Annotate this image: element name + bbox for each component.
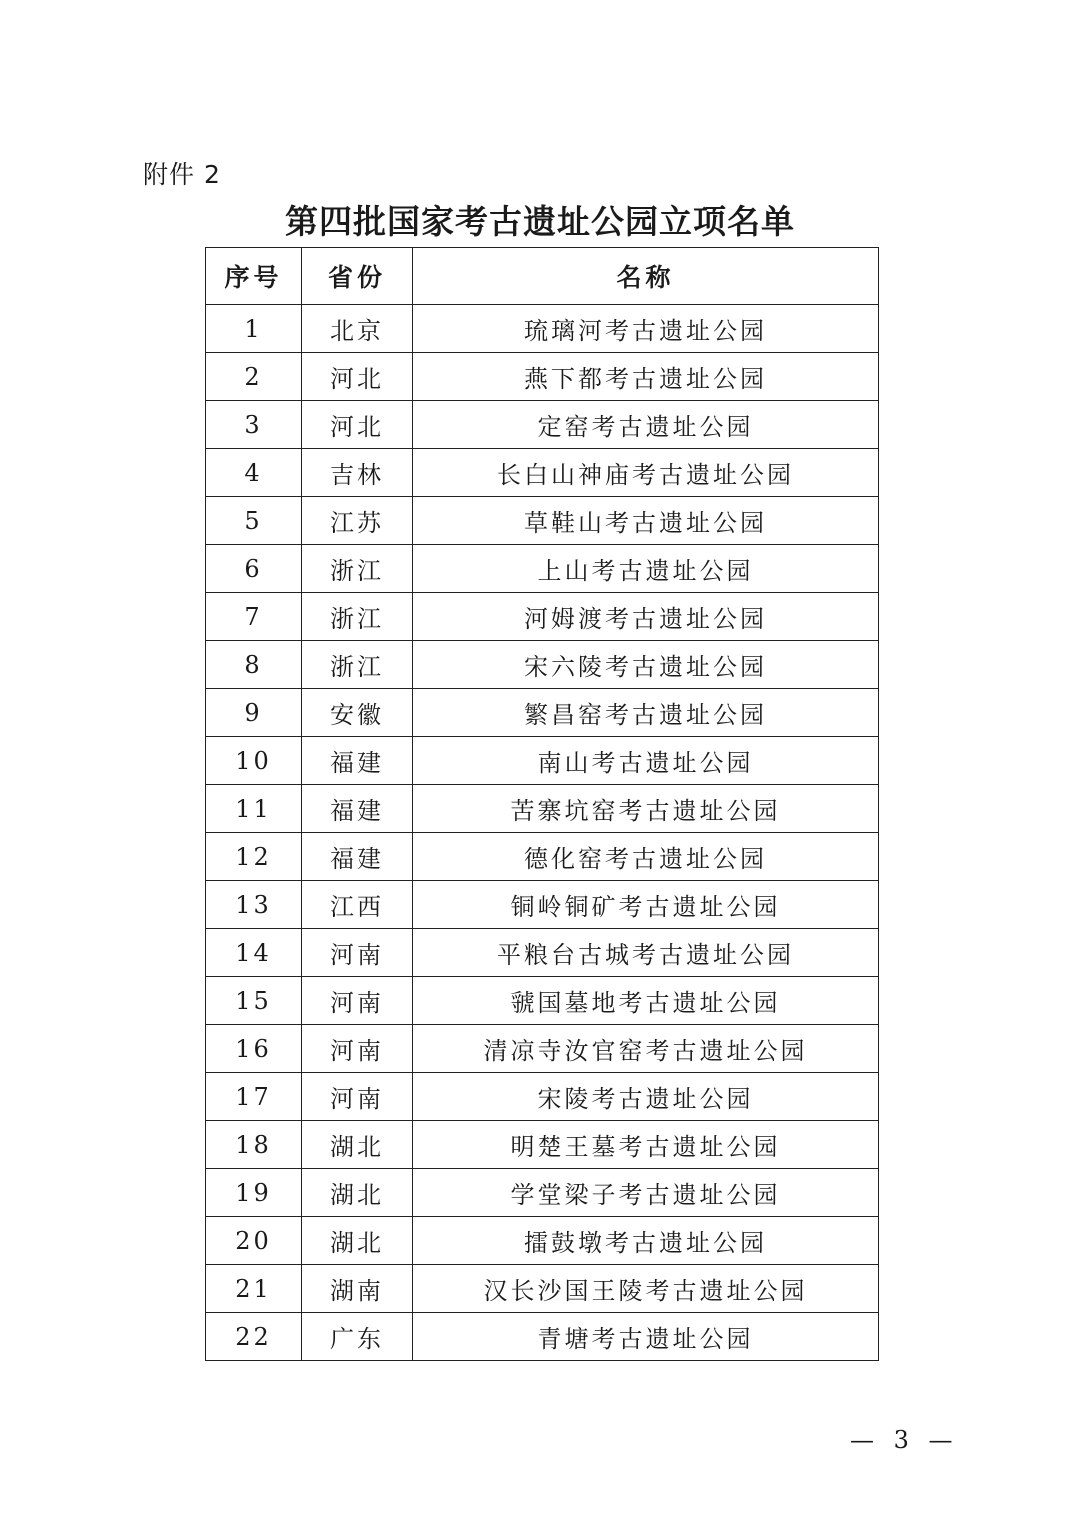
table-row: [206, 1217, 879, 1265]
cell-no: 14: [206, 929, 302, 977]
cell-no: 6: [206, 545, 302, 593]
cell-no: 20: [206, 1217, 302, 1265]
cell-name: 繁昌窑考古遗址公园: [413, 689, 879, 737]
cell-province: 浙江: [302, 545, 413, 593]
cell-province: 湖北: [302, 1217, 413, 1265]
cell-province: 福建: [302, 785, 413, 833]
cell-no: 22: [206, 1313, 302, 1361]
cell-province: 江西: [302, 881, 413, 929]
table-row: [206, 1121, 879, 1169]
cell-name: 铜岭铜矿考古遗址公园: [413, 881, 879, 929]
document-title: 第四批国家考古遗址公园立项名单: [285, 202, 795, 241]
column-header-no: 序号: [206, 248, 302, 305]
cell-province: 广东: [302, 1313, 413, 1361]
cell-no: 19: [206, 1169, 302, 1217]
cell-name: 擂鼓墩考古遗址公园: [413, 1217, 879, 1265]
cell-no: 10: [206, 737, 302, 785]
cell-province: 湖北: [302, 1169, 413, 1217]
cell-no: 1: [206, 305, 302, 353]
cell-name: 清凉寺汝官窑考古遗址公园: [413, 1025, 879, 1073]
cell-province: 河北: [302, 401, 413, 449]
table-row: [206, 593, 879, 641]
table-row: [206, 305, 879, 353]
table-row: [206, 545, 879, 593]
table-row: [206, 737, 879, 785]
column-header-province: 省份: [302, 248, 413, 305]
cell-name: 琉璃河考古遗址公园: [413, 305, 879, 353]
cell-province: 河南: [302, 977, 413, 1025]
cell-name: 南山考古遗址公园: [413, 737, 879, 785]
table-row: [206, 1265, 879, 1313]
cell-province: 吉林: [302, 449, 413, 497]
cell-no: 11: [206, 785, 302, 833]
cell-name: 汉长沙国王陵考古遗址公园: [413, 1265, 879, 1313]
table-row: [206, 1025, 879, 1073]
cell-province: 浙江: [302, 641, 413, 689]
page-number: — 3 —: [850, 1426, 959, 1454]
cell-name: 青塘考古遗址公园: [413, 1313, 879, 1361]
cell-no: 5: [206, 497, 302, 545]
cell-no: 13: [206, 881, 302, 929]
table-row: [206, 449, 879, 497]
table-row: [206, 929, 879, 977]
cell-no: 18: [206, 1121, 302, 1169]
cell-name: 长白山神庙考古遗址公园: [413, 449, 879, 497]
table-row: [206, 881, 879, 929]
table-row: [206, 1169, 879, 1217]
attachment-label: 附件 2: [143, 160, 221, 189]
cell-name: 宋陵考古遗址公园: [413, 1073, 879, 1121]
column-header-name: 名称: [413, 248, 879, 305]
table-row: [206, 833, 879, 881]
cell-province: 福建: [302, 833, 413, 881]
cell-no: 17: [206, 1073, 302, 1121]
table-row: [206, 977, 879, 1025]
cell-province: 安徽: [302, 689, 413, 737]
cell-province: 河南: [302, 1025, 413, 1073]
cell-name: 平粮台古城考古遗址公园: [413, 929, 879, 977]
cell-name: 虢国墓地考古遗址公园: [413, 977, 879, 1025]
cell-province: 河南: [302, 1073, 413, 1121]
table-row: [206, 785, 879, 833]
cell-name: 上山考古遗址公园: [413, 545, 879, 593]
cell-no: 15: [206, 977, 302, 1025]
park-list-table: [205, 247, 879, 1361]
cell-no: 2: [206, 353, 302, 401]
cell-province: 湖北: [302, 1121, 413, 1169]
cell-province: 福建: [302, 737, 413, 785]
table-row: [206, 641, 879, 689]
cell-no: 16: [206, 1025, 302, 1073]
table-row: [206, 1073, 879, 1121]
table-row: [206, 353, 879, 401]
table-header-row: [206, 248, 879, 305]
cell-province: 江苏: [302, 497, 413, 545]
cell-name: 学堂梁子考古遗址公园: [413, 1169, 879, 1217]
cell-name: 苦寨坑窑考古遗址公园: [413, 785, 879, 833]
cell-name: 草鞋山考古遗址公园: [413, 497, 879, 545]
cell-no: 7: [206, 593, 302, 641]
table-row: [206, 497, 879, 545]
cell-no: 3: [206, 401, 302, 449]
table-body: [206, 305, 879, 1361]
table-row: [206, 689, 879, 737]
cell-province: 北京: [302, 305, 413, 353]
cell-name: 德化窑考古遗址公园: [413, 833, 879, 881]
cell-province: 河南: [302, 929, 413, 977]
cell-name: 燕下都考古遗址公园: [413, 353, 879, 401]
cell-no: 12: [206, 833, 302, 881]
cell-name: 明楚王墓考古遗址公园: [413, 1121, 879, 1169]
cell-province: 湖南: [302, 1265, 413, 1313]
cell-name: 河姆渡考古遗址公园: [413, 593, 879, 641]
cell-province: 河北: [302, 353, 413, 401]
cell-no: 8: [206, 641, 302, 689]
cell-no: 21: [206, 1265, 302, 1313]
table-row: [206, 1313, 879, 1361]
cell-name: 宋六陵考古遗址公园: [413, 641, 879, 689]
table-row: [206, 401, 879, 449]
cell-no: 4: [206, 449, 302, 497]
cell-province: 浙江: [302, 593, 413, 641]
cell-no: 9: [206, 689, 302, 737]
cell-name: 定窑考古遗址公园: [413, 401, 879, 449]
